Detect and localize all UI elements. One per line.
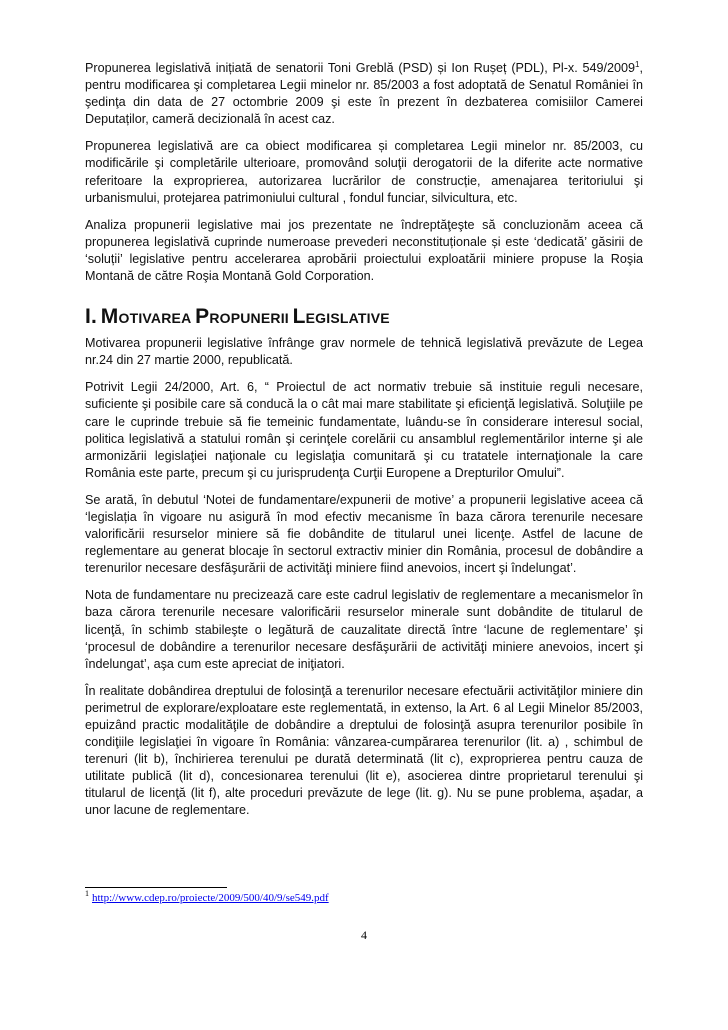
document-body bbox=[85, 60, 643, 830]
heading-word1-rest: OTIVAREA bbox=[118, 310, 192, 327]
paragraph-note-debut: Se arată, în debutul ‘Notei de fundamentare/expunerii de motive’ a propunerii legislative aceea că ‘legislația în vigoare nu asigură în mod efectiv mecanisme în baza cărora terenurile necesare valorificării resurselor miniere să fie dobândite de titularul unei licenţe. Astfel de lacune de reglementare au generat blocaje în sectorul extractiv minier din România, procesul de dobândire a terenurilor necesare desfăşurării de activităţi miniere fiind anevoios, incert şi îndelungat’. bbox=[85, 492, 643, 576]
paragraph-motivation: Motivarea propunerii legislative înfrânge grav normele de tehnică legislativă prevăzute de Legea nr.24 din 27 martie 2000, republicată. bbox=[85, 336, 643, 368]
paragraph-analysis: Analiza propunerii legislative mai jos prezentate ne îndreptăţeşte să concluzionăm aceea că propunerea legislativă cuprinde numeroase prevederi neconstituționale și este ‘dedicată’ găsirii de ‘soluții’ legislative pentru accelerarea aprobării proiectului exploatării miniere propuse la Roşia Montană de către Roşia Montană Gold Corporation. bbox=[85, 217, 643, 284]
footnote-number: 1 bbox=[85, 889, 89, 899]
section-heading bbox=[85, 305, 643, 331]
page-number: 4 bbox=[361, 928, 367, 942]
heading-numeral: I. bbox=[85, 305, 98, 329]
footnote-link[interactable]: http://www.cdep.ro/proiecte/2009/500/40/9/se549.pdf bbox=[92, 892, 329, 904]
heading-word1-initial: M bbox=[100, 305, 119, 329]
paragraph-intro-text-b: , pentru modificarea şi completarea Legii minelor nr. 85/2003 a fost adoptată de Senatul României în şedinţa din data de 27 octombrie 2009 şi este în prezent în dezbaterea comisiilor Camerei Deputaților, cameră decizională în acest caz. bbox=[85, 61, 643, 127]
heading-word3-initial: L bbox=[292, 305, 306, 329]
paragraph-object: Propunerea legislativă are ca obiect modificarea și completarea Legii minelor nr. 85/2003, cu modificările şi completările ulterioare, promovând soluţii derogatorii de la diferite acte normative referitoare la exproprierea, autorizarea lucrărilor de construcție, amenajarea teritoriului şi urbanismului, protejarea patrimoniului cultural , fondul funciar, silvicultura, etc. bbox=[85, 139, 643, 205]
heading-word2-rest: ROPUNERII bbox=[209, 310, 289, 327]
paragraph-intro bbox=[85, 60, 643, 128]
paragraph-note-critique: Nota de fundamentare nu precizează care este cadrul legislativ de reglementare a mecanismelor în baza cărora terenurile necesare valorificării resurselor minerale sunt dobândite de titularul de licenţă, în schimb stabileşte o legătură de cauzalitate directă între ‘lacune de reglementare’ şi ‘procesul de dobândire a terenurilor necesare desfăşurării de activităţi miniere anevoios, incert şi îndelungat’, aşa cum este apreciat de iniţiatori. bbox=[85, 588, 643, 671]
footnote-separator bbox=[85, 887, 227, 888]
footnote-reference[interactable]: 1 bbox=[635, 59, 640, 69]
heading-word2-initial: P bbox=[195, 305, 210, 329]
heading-word3-rest: EGISLATIVE bbox=[305, 310, 390, 327]
footnote bbox=[85, 889, 329, 904]
paragraph-intro-text-a: Propunerea legislativă inițiată de senatorii Toni Greblă (PSD) și Ion Rușeț (PDL), Pl-x. 549/2009 bbox=[85, 61, 636, 75]
paragraph-reality: În realitate dobândirea dreptului de folosinţă a terenurilor necesare efectuării activităţilor miniere din perimetrul de explorare/exploatare este reglementată, in extenso, la Art. 6 al Legii Minelor 85/2003, epuizând practic modalităţile de dobândire a dreptului de folosinţă asupra terenurilor posibile în condiţiile legislaţiei în vigoare în România: vânzarea-cumpărarea terenurilor (lit. a) , schimbul de terenuri (lit b), închirierea terenului pe durată determinată (lit c), exproprierea pentru cauza de utilitate publică (lit d), concesionarea terenului (lit e), asocierea dintre proprietarul terenului şi titularul de licenţă (lit f), alte proceduri prevăzute de lege (lit. g). Nu se pune problema, aşadar, a unor lacune de reglementare. bbox=[85, 683, 643, 818]
paragraph-law-quote: Potrivit Legii 24/2000, Art. 6, “ Proiectul de act normativ trebuie să instituie reguli necesare, suficiente şi posibile care să conducă la o cât mai mare stabilitate şi eficienţă legislativă. Soluţiile pe care le cuprinde trebuie să fie temeinic fundamentate, luându-se în considerare interesul social, politica legislativă a statului român şi cerinţele corelării cu ansamblul reglementărilor interne şi ale armonizării legislaţiei naţionale cu legislaţia comunitară şi cu tratatele internaţionale la care România este parte, precum şi cu jurisprudenţa Curţii Europene a Drepturilor Omului”. bbox=[85, 380, 643, 480]
